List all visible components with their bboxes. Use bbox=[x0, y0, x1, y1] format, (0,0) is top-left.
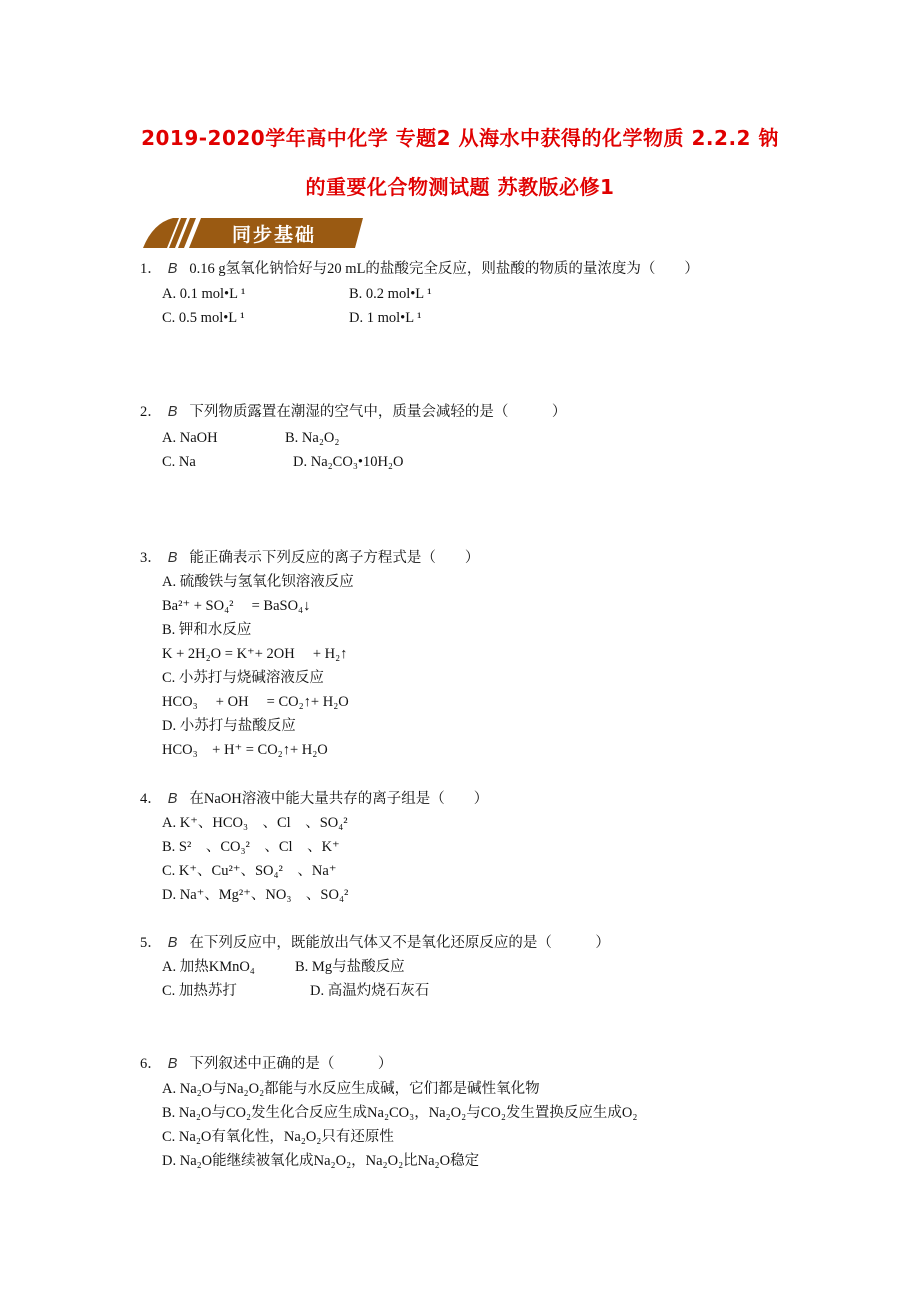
question-2-stem bbox=[140, 403, 566, 421]
question-3-option-line: C. 小苏打与烧碱溶液反应 bbox=[162, 670, 324, 686]
answer-mark: B bbox=[167, 1056, 178, 1072]
question-1-option-line: A. 0.1 mol•L ¹ bbox=[162, 286, 246, 302]
question-text: 在下列反应中，既能放出气体又不是氧化还原反应的是（ ） bbox=[189, 935, 610, 951]
question-5-option-line: D. 高温灼烧石灰石 bbox=[310, 983, 430, 999]
question-3-option-line: HCO₃ + H⁺ = CO₂↑+ H₂O bbox=[162, 742, 328, 758]
question-3-option-line: A. 硫酸铁与氢氧化钡溶液反应 bbox=[162, 574, 354, 590]
question-text: 下列物质露置在潮湿的空气中，质量会减轻的是（ ） bbox=[189, 404, 567, 420]
question-1-option-line: C. 0.5 mol•L ¹ bbox=[162, 310, 245, 326]
question-number: 5． bbox=[140, 935, 162, 951]
question-6-stem bbox=[140, 1055, 392, 1073]
question-4-option-line: A. K⁺、HCO₃ 、Cl 、SO₄² bbox=[162, 815, 348, 831]
question-3-option-line: HCO₃ + OH = CO₂↑+ H₂O bbox=[162, 694, 349, 710]
question-6-option-line: A. Na₂O与Na₂O₂都能与水反应生成碱，它们都是碱性氧化物 bbox=[162, 1081, 540, 1097]
question-1-option-line: B. 0.2 mol•L ¹ bbox=[349, 286, 432, 302]
question-number: 3． bbox=[140, 550, 162, 566]
question-6-option-line: C. Na₂O有氧化性，Na₂O₂只有还原性 bbox=[162, 1129, 394, 1145]
answer-mark: B bbox=[167, 261, 178, 277]
question-5-option-line: C. 加热苏打 bbox=[162, 983, 237, 999]
answer-mark: B bbox=[167, 791, 178, 807]
question-number: 2． bbox=[140, 404, 162, 420]
question-text: 能正确表示下列反应的离子方程式是（ ） bbox=[189, 550, 480, 566]
question-5-option-line: B. Mg与盐酸反应 bbox=[295, 959, 405, 975]
question-4-option-line: B. S² 、CO₃² 、Cl 、K⁺ bbox=[162, 839, 340, 855]
question-text: 0.16 g氢氧化钠恰好与20 mL的盐酸完全反应，则盐酸的物质的量浓度为（ ） bbox=[189, 261, 699, 277]
question-number: 6． bbox=[140, 1056, 162, 1072]
question-1-option-line: D. 1 mol•L ¹ bbox=[349, 310, 422, 326]
question-2-option-line: C. Na bbox=[162, 454, 196, 470]
question-2-option-line: D. Na₂CO₃•10H₂O bbox=[293, 454, 404, 470]
section-banner-label: 同步基础 bbox=[232, 224, 317, 246]
document-title-line-1: 2019-2020学年高中化学 专题2 从海水中获得的化学物质 2.2.2 钠 bbox=[141, 126, 779, 150]
question-6-option-line: B. Na₂O与CO₂发生化合反应生成Na₂CO₃，Na₂O₂与CO₂发生置换反应生成O₂ bbox=[162, 1105, 638, 1121]
question-1-stem bbox=[140, 260, 699, 278]
question-3-option-line: Ba²⁺ + SO₄² = BaSO₄↓ bbox=[162, 598, 311, 614]
question-3-stem bbox=[140, 549, 479, 567]
question-number: 1． bbox=[140, 261, 162, 277]
question-5-option-line: A. 加热KMnO₄ bbox=[162, 959, 255, 975]
question-5-stem bbox=[140, 934, 610, 952]
question-3-option-line: D. 小苏打与盐酸反应 bbox=[162, 718, 296, 734]
question-2-option-line: B. Na₂O₂ bbox=[285, 430, 340, 446]
question-4-stem bbox=[140, 790, 488, 808]
question-3-option-line: K + 2H₂O = K⁺+ 2OH + H₂↑ bbox=[162, 646, 348, 662]
question-4-option-line: D. Na⁺、Mg²⁺、NO₃ 、SO₄² bbox=[162, 887, 349, 903]
question-text: 下列叙述中正确的是（ ） bbox=[189, 1056, 393, 1072]
document-title-line-2: 的重要化合物测试题 苏教版必修1 bbox=[305, 175, 615, 199]
question-2-option-line: A. NaOH bbox=[162, 430, 218, 446]
question-text: 在NaOH溶液中能大量共存的离子组是（ ） bbox=[189, 791, 489, 807]
answer-mark: B bbox=[167, 935, 178, 951]
question-4-option-line: C. K⁺、Cu²⁺、SO₄² 、Na⁺ bbox=[162, 863, 337, 879]
question-3-option-line: B. 钾和水反应 bbox=[162, 622, 252, 638]
answer-mark: B bbox=[167, 550, 178, 566]
answer-mark: B bbox=[167, 404, 178, 420]
question-number: 4． bbox=[140, 791, 162, 807]
question-6-option-line: D. Na₂O能继续被氧化成Na₂O₂，Na₂O₂比Na₂O稳定 bbox=[162, 1153, 480, 1169]
